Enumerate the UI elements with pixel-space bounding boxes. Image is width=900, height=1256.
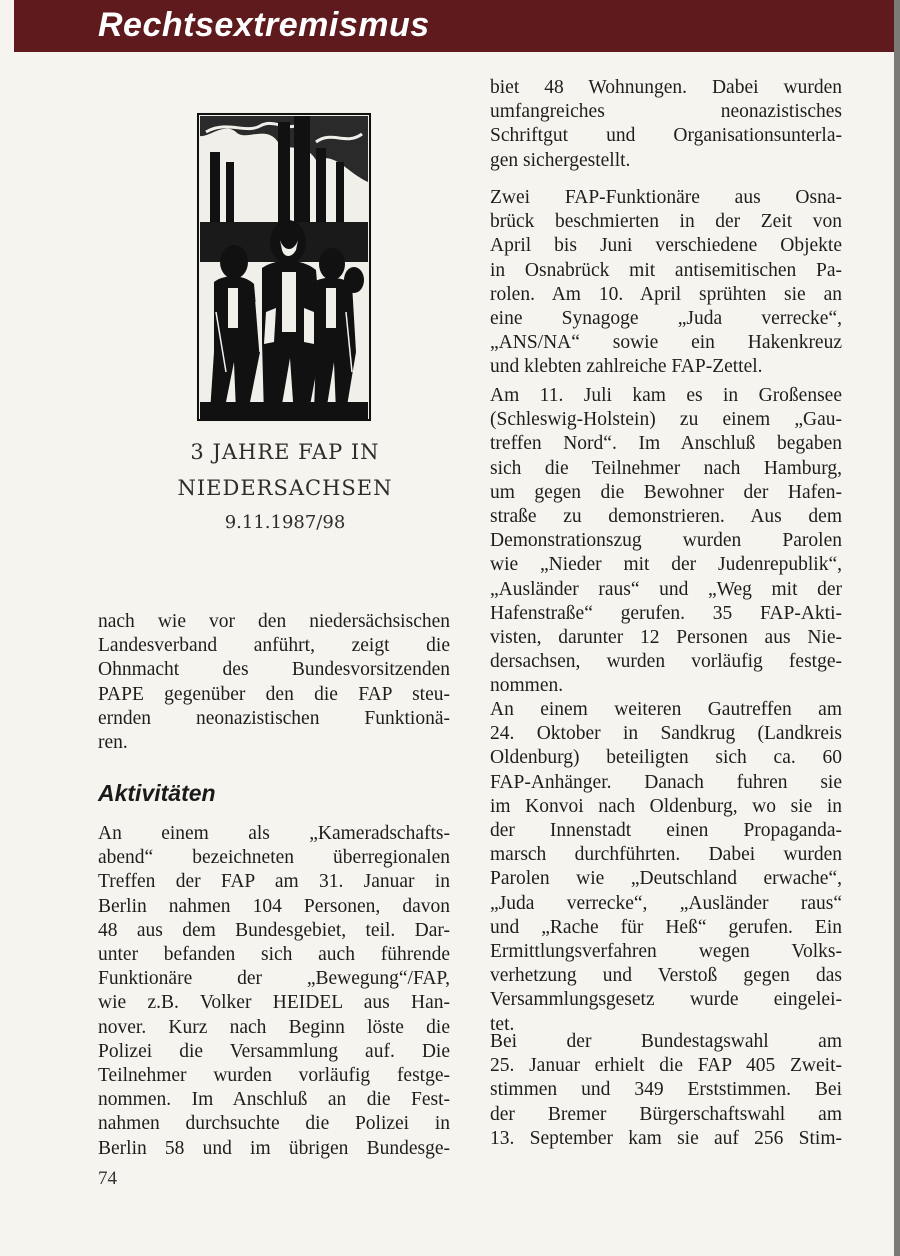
section-heading: Aktivitäten xyxy=(98,780,216,806)
page-edge xyxy=(894,0,900,1256)
text-line: Demonstrationszug wurden Parolen xyxy=(490,530,842,552)
text-line: verhetzung und Verstoß gegen das xyxy=(490,965,842,987)
text-line: „Juda verrecke“, „Ausländer raus“ xyxy=(490,892,842,914)
text-line: der Innenstadt einen Propaganda- xyxy=(490,820,842,842)
text-line: nommen. xyxy=(490,675,564,697)
intro-paragraph xyxy=(98,610,450,755)
right-paragraph-5 xyxy=(490,1030,842,1151)
text-line: Ohnmacht des Bundesvorsitzenden xyxy=(98,659,450,681)
text-line: und klebten zahlreiche FAP-Zettel. xyxy=(490,356,763,378)
right-paragraph-1 xyxy=(490,76,842,173)
text-line: Teilnehmer wurden vorläufig festge- xyxy=(98,1065,450,1087)
text-line: tet. xyxy=(490,1013,515,1035)
text-line: „ANS/NA“ sowie ein Hakenkreuz xyxy=(490,332,842,354)
text-line: und „Rache für Heß“ gerufen. Ein xyxy=(490,916,842,938)
page-title: Rechtsextremismus xyxy=(98,6,430,44)
text-line: brück beschmierten in der Zeit von xyxy=(490,211,842,233)
text-line: rolen. Am 10. April sprühten sie an xyxy=(490,283,842,305)
figure-caption-date: 9.11.1987/98 xyxy=(224,512,346,533)
text-line: gen sichergestellt. xyxy=(490,149,631,171)
text-line: nach wie vor den niedersächsischen xyxy=(98,611,450,632)
text-line: An einem weiteren Gautreffen am xyxy=(490,699,842,720)
text-line: Zwei FAP-Funktionäre aus Osna- xyxy=(490,187,842,208)
text-line: unter befanden sich auch führende xyxy=(98,944,450,966)
text-line: nahmen durchsuchte die Polizei in xyxy=(98,1113,450,1135)
text-line: umfangreiches neonazistisches xyxy=(490,101,842,123)
text-line: ernden neonazistischen Funktionä- xyxy=(98,707,450,729)
text-line: visten, darunter 12 Personen aus Nie- xyxy=(490,627,842,649)
text-line: 24. Oktober in Sandkrug (Landkreis xyxy=(490,723,842,745)
text-line: dersachsen, wurden vorläufig festge- xyxy=(490,651,842,673)
activities-paragraph xyxy=(98,822,450,1161)
header-bar xyxy=(14,0,894,52)
text-line: eine Synagoge „Juda verrecke“, xyxy=(490,308,842,330)
text-line: PAPE gegenüber den die FAP steu- xyxy=(98,683,450,705)
right-paragraph-4 xyxy=(490,698,842,1037)
text-line: Bei der Bundestagswahl am xyxy=(490,1031,842,1052)
text-line: An einem als „Kameradschafts- xyxy=(98,823,450,844)
text-line: Landesverband anführt, zeigt die xyxy=(98,635,450,657)
marching-men-illustration-icon xyxy=(196,112,372,422)
text-line: wie z.B. Volker HEIDEL aus Han- xyxy=(98,992,450,1014)
text-line: stimmen und 349 Erststimmen. Bei xyxy=(490,1079,842,1101)
text-line: Berlin 58 und im übrigen Bundesge- xyxy=(98,1137,450,1159)
text-line: Versammlungsgesetz wurde eingelei- xyxy=(490,989,842,1011)
text-line: Am 11. Juli kam es in Großensee xyxy=(490,385,842,406)
text-line: im Konvoi nach Oldenburg, wo sie in xyxy=(490,795,842,817)
text-line: um gegen die Bewohner der Hafen- xyxy=(490,481,842,503)
text-line: (Schleswig-Holstein) zu einem „Gau- xyxy=(490,409,842,431)
text-line: in Osnabrück mit antisemitischen Pa- xyxy=(490,259,842,281)
text-line: nover. Kurz nach Beginn löste die xyxy=(98,1016,450,1038)
text-line: straße zu demonstrieren. Aus dem xyxy=(490,506,842,528)
text-line: abend“ bezeichneten überregionalen xyxy=(98,847,450,869)
text-line: Schriftgut und Organisationsunterla- xyxy=(490,125,842,147)
text-line: Hafenstraße“ gerufen. 35 FAP-Akti- xyxy=(490,602,842,624)
text-line: „Ausländer raus“ und „Weg mit der xyxy=(490,578,842,600)
text-line: Oldenburg) beteiligten sich ca. 60 xyxy=(490,747,842,769)
text-line: biet 48 Wohnungen. Dabei wurden xyxy=(490,77,842,98)
text-line: sich die Teilnehmer nach Hamburg, xyxy=(490,457,842,479)
text-line: Parolen wie „Deutschland erwache“, xyxy=(490,868,842,890)
page-number: 74 xyxy=(98,1168,117,1189)
text-line: 48 aus dem Bundesgebiet, teil. Dar- xyxy=(98,919,450,941)
text-line: Ermittlungsverfahren wegen Volks- xyxy=(490,941,842,963)
text-line: April bis Juni verschiedene Objekte xyxy=(490,235,842,257)
text-line: wie „Nieder mit der Judenrepublik“, xyxy=(490,554,842,576)
text-line: Polizei die Versammlung auf. Die xyxy=(98,1040,450,1062)
text-line: 25. Januar erhielt die FAP 405 Zweit- xyxy=(490,1055,842,1077)
right-paragraph-3 xyxy=(490,384,842,699)
text-line: der Bremer Bürgerschaftswahl am xyxy=(490,1103,842,1125)
figure-caption-line1: 3 JAHRE FAP IN xyxy=(190,440,380,464)
text-line: Berlin nahmen 104 Personen, davon xyxy=(98,895,450,917)
text-line: ren. xyxy=(98,732,128,754)
poster-illustration xyxy=(196,112,372,422)
figure-caption-line2: NIEDERSACHSEN xyxy=(177,476,393,500)
text-line: nommen. Im Anschluß an die Fest- xyxy=(98,1089,450,1111)
text-line: Funktionäre der „Bewegung“/FAP, xyxy=(98,968,450,990)
text-line: Treffen der FAP am 31. Januar in xyxy=(98,871,450,893)
text-line: FAP-Anhänger. Danach fuhren sie xyxy=(490,771,842,793)
text-line: treffen Nord“. Im Anschluß begaben xyxy=(490,433,842,455)
text-line: 13. September kam sie auf 256 Stim- xyxy=(490,1127,842,1149)
text-line: marsch durchführten. Dabei wurden xyxy=(490,844,842,866)
right-paragraph-2 xyxy=(490,186,842,380)
